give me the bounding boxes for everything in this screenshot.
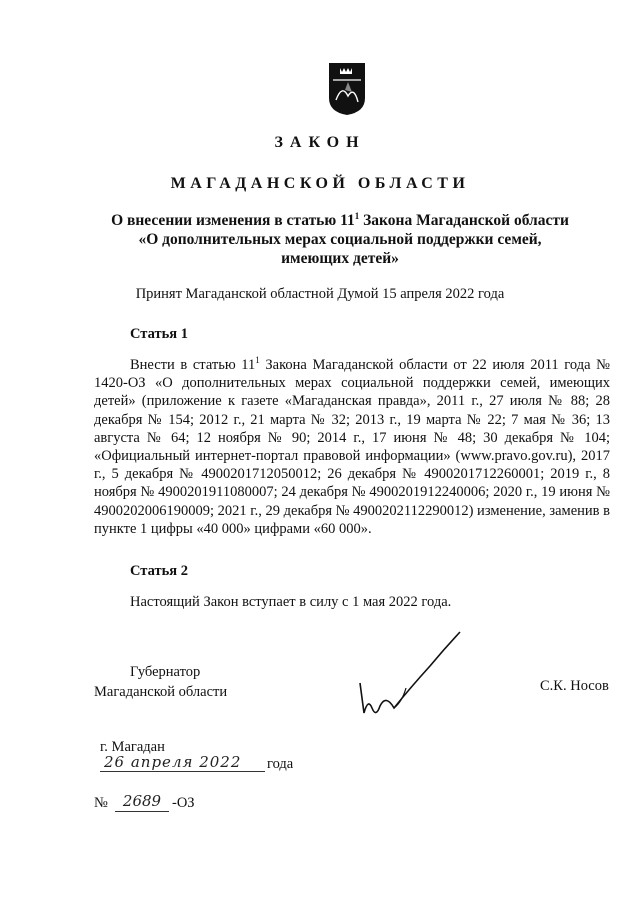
number-suffix: -ОЗ (172, 795, 195, 811)
document-region: МАГАДАНСКОЙ ОБЛАСТИ (170, 175, 470, 192)
heading-line1-pre: О внесении изменения в статью 11 (111, 212, 355, 229)
number-prefix: № (94, 795, 108, 811)
handwritten-date: 26 апреля 2022 (100, 753, 265, 772)
article2-title: Статья 2 (130, 563, 188, 579)
year-word: года (267, 756, 294, 772)
governor-name: С.К. Носов (540, 678, 609, 694)
article2-text: Настоящий Закон вступает в силу с 1 мая 2022 года. (130, 594, 452, 610)
heading-line1-post: Закона Магаданской области (359, 212, 569, 229)
document-title: ЗАКОН (274, 134, 366, 151)
handwritten-law-number: 2689 (115, 792, 169, 812)
coat-of-arms-icon (328, 62, 366, 116)
article1-title: Статья 1 (130, 326, 188, 342)
city-label: г. Магадан (100, 739, 165, 755)
article1-superscript: 1 (255, 355, 260, 366)
adoption-line: Принят Магаданской областной Думой 15 апреля 2022 года (135, 286, 505, 302)
law-heading (60, 211, 620, 268)
heading-line3: имеющих детей» (281, 250, 399, 267)
governor-position-line1: Губернатор (130, 664, 201, 680)
handwritten-signature (350, 628, 480, 728)
article1-text-pre: Внести в статью 11 (130, 357, 256, 373)
article1-text (94, 356, 610, 538)
heading-line2: «О дополнительных мерах социальной поддержки семей, (138, 231, 542, 248)
governor-position-line2: Магаданской области (94, 684, 228, 700)
heading-superscript: 1 (354, 210, 360, 221)
article1-text-post: Закона Магаданской области от 22 июля 2011 года № 1420-ОЗ «О дополнительных мерах социальной поддержки семей, имеющих детей» (приложение к газете «Магаданская правда», 2011 г., 27 июля № 88; 28 декабря № 154; 2012 г., 21 марта № 32; 2013 г., 19 марта № 22; 7 мая № 36; 13 августа № 64; 12 ноября № 90; 2014 г., 17 июня № 48; 30 декабря № 104; «Официальный интернет-портал правовой информации» (www.pravo.gov.ru), 2017 г., 5 декабря № 4900201712050012; 26 декабря № 4900201712260001; 2019 г., 8 ноября № 4900201911080007; 24 декабря № 4900201912240006; 2020 г., 19 июня № 4900202006190009; 2021 г., 29 декабря № 4900202112290012) изменение, заменив в пункте 1 цифры «40 000» цифрами «60 000». (94, 357, 610, 537)
